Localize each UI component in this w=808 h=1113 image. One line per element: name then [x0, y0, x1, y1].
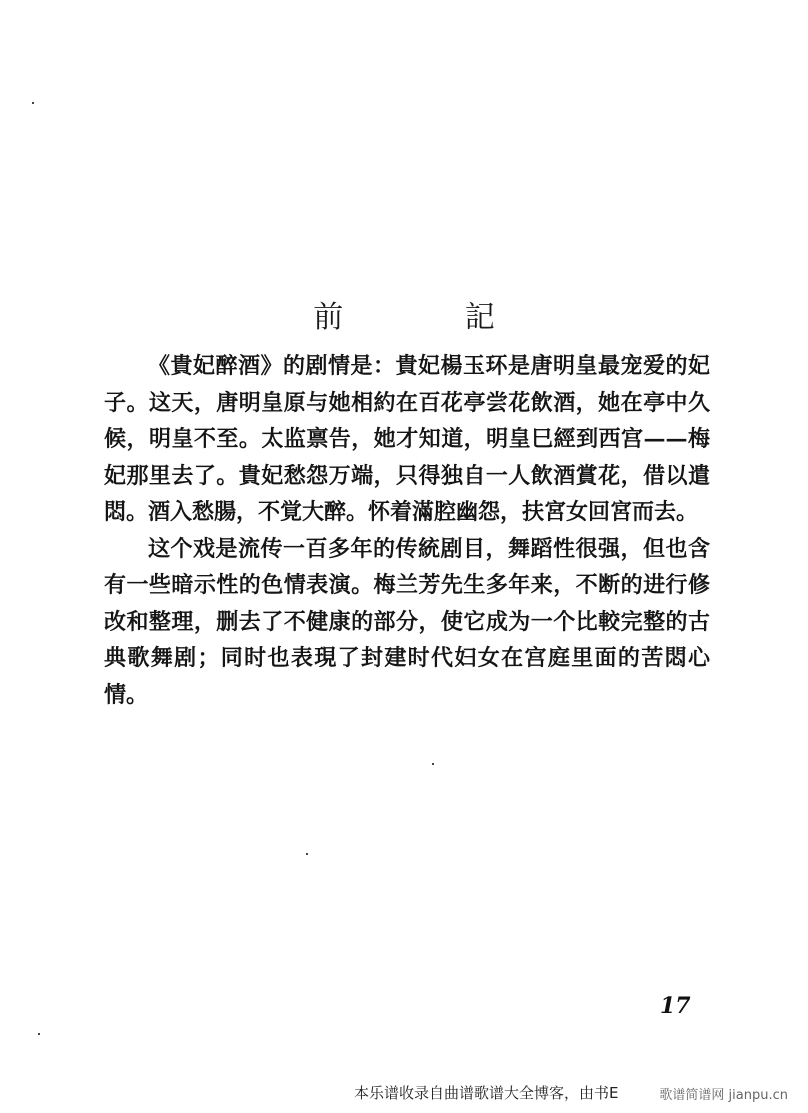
scan-speck [32, 102, 34, 104]
scan-speck [38, 1033, 40, 1035]
preface-body [104, 348, 710, 713]
paragraph-2: 这个戏是流传一百多年的传統剧目，舞蹈性很强，但也含有一些暗示性的色情表演。梅兰芳先生多年来，不断的进行修改和整理，删去了不健康的部分，使它成为一个比較完整的古典歌舞剧；同时也表現了封建时代妇女在宫庭里面的苦悶心情。 [104, 535, 710, 708]
paragraph-1: 《貴妃醉酒》的剧情是：貴妃楊玉环是唐明皇最宠爱的妃子。这天，唐明皇原与她相約在百花亭尝花飲酒，她在亭中久候，明皇不至。太监禀告，她才知道，明皇巳經到西宫——梅妃那里去了。貴妃愁怨万端，只得独自一人飲酒賞花，借以遣悶。酒入愁腸，不覚大醉。怀着滿腔幽怨，扶宮女回宮而去。 [104, 353, 710, 525]
page-number: 17 [660, 993, 691, 1019]
scan-speck [306, 853, 308, 855]
page-title: 前 記 [313, 300, 551, 336]
scan-speck [432, 763, 434, 765]
footer-source-note: 本乐谱收录自曲谱歌谱大全博客，由书E [354, 1084, 619, 1102]
site-watermark: 歌谱简谱网 jianpu.cn [659, 1088, 788, 1103]
